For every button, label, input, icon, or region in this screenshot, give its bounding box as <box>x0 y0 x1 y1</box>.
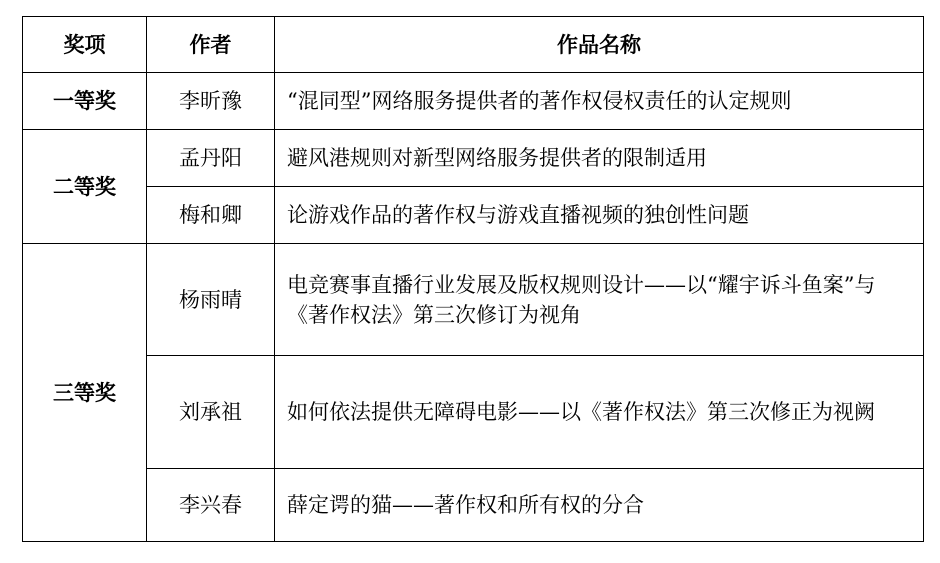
work-title-cell: “混同型”网络服务提供者的著作权侵权责任的认定规则 <box>275 73 924 130</box>
table-row <box>23 73 924 130</box>
author-cell: 刘承祖 <box>147 356 275 469</box>
awards-table <box>22 16 924 542</box>
author-cell: 杨雨晴 <box>147 244 275 356</box>
author-cell: 李昕豫 <box>147 73 275 130</box>
header-row <box>23 17 924 73</box>
award-cell: 二等奖 <box>23 130 147 244</box>
header-author: 作者 <box>147 17 275 73</box>
work-title-cell: 电竞赛事直播行业发展及版权规则设计——以“耀宇诉斗鱼案”与《著作权法》第三次修订为视角 <box>275 244 924 356</box>
author-cell: 孟丹阳 <box>147 130 275 187</box>
header-award: 奖项 <box>23 17 147 73</box>
table-row <box>23 469 924 542</box>
table-row <box>23 244 924 356</box>
author-cell: 梅和卿 <box>147 187 275 244</box>
table-row <box>23 130 924 187</box>
work-title-cell: 如何依法提供无障碍电影——以《著作权法》第三次修正为视阙 <box>275 356 924 469</box>
award-cell: 一等奖 <box>23 73 147 130</box>
work-title-cell: 薛定谔的猫——著作权和所有权的分合 <box>275 469 924 542</box>
table-row <box>23 187 924 244</box>
award-cell: 三等奖 <box>23 244 147 542</box>
header-work-title: 作品名称 <box>275 17 924 73</box>
author-cell: 李兴春 <box>147 469 275 542</box>
work-title-cell: 论游戏作品的著作权与游戏直播视频的独创性问题 <box>275 187 924 244</box>
table-row <box>23 356 924 469</box>
work-title-cell: 避风港规则对新型网络服务提供者的限制适用 <box>275 130 924 187</box>
